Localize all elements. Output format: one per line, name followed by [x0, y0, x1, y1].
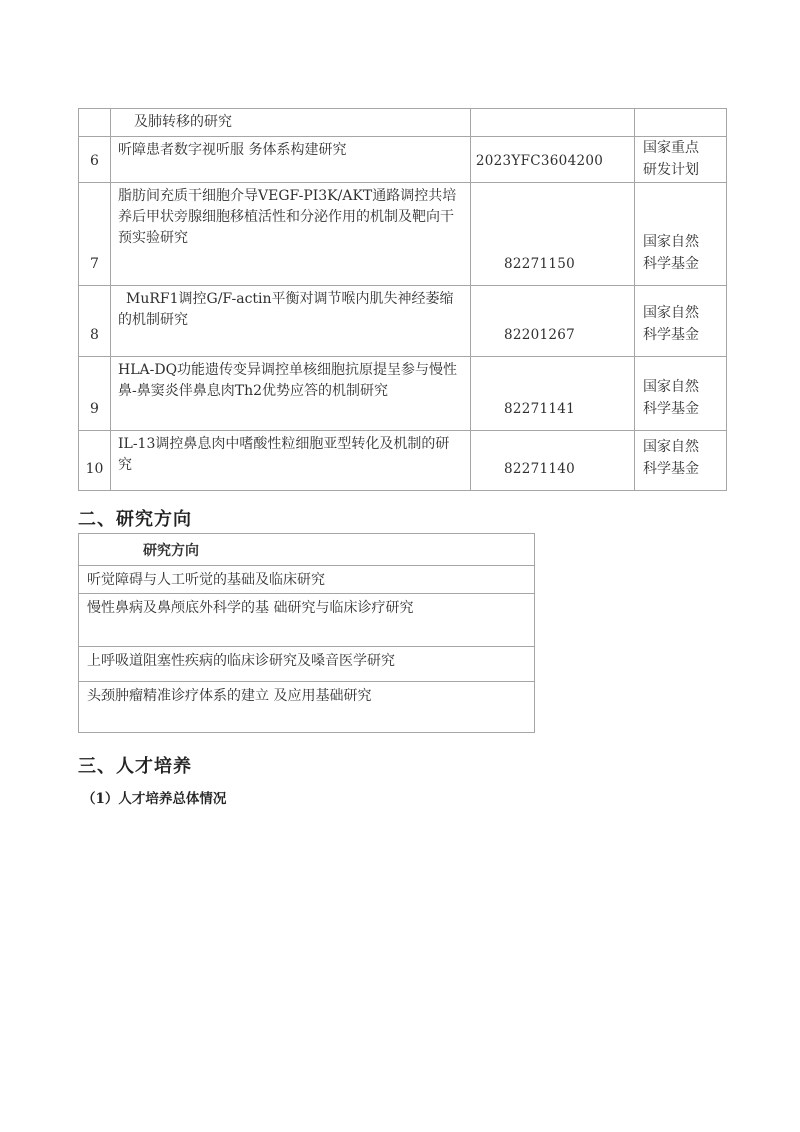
- table-row: [79, 286, 727, 357]
- research-directions-table: [78, 533, 535, 733]
- project-number: [79, 109, 111, 137]
- grant-number: [471, 109, 635, 137]
- funding-source-text: 国家自然科学基金: [643, 305, 699, 343]
- research-directions-header: 研究方向: [79, 534, 535, 566]
- grant-number: 82271141: [471, 357, 635, 431]
- project-title: HLA-DQ功能遗传变异调控单核细胞抗原提呈参与慢性鼻-鼻窦炎伴鼻息肉Th2优势应答的机制研究: [111, 357, 471, 431]
- grant-number: 2023YFC3604200: [471, 137, 635, 183]
- project-title: 听障患者数字视听服 务体系构建研究: [111, 137, 471, 183]
- grant-number: 82271140: [471, 431, 635, 491]
- section-3-subheading: （1）人才培养总体情况: [82, 791, 227, 807]
- table-row: [79, 431, 727, 491]
- project-number: 7: [79, 183, 111, 286]
- funding-source: [635, 357, 727, 431]
- grant-number: 82201267: [471, 286, 635, 357]
- funded-projects-table: [78, 108, 727, 491]
- table-row: [79, 109, 727, 137]
- project-number: 8: [79, 286, 111, 357]
- funding-source-text: 国家重点研发计划: [643, 140, 699, 178]
- research-direction: 听觉障碍与人工听觉的基础及临床研究: [79, 566, 535, 594]
- research-direction: 上呼吸道阻塞性疾病的临床诊研究及嗓音医学研究: [79, 647, 535, 682]
- funding-source-text: 国家自然科学基金: [643, 439, 699, 477]
- table-row: [79, 647, 535, 682]
- project-title: [111, 286, 471, 357]
- funding-source: [635, 137, 727, 183]
- table-row: [79, 183, 727, 286]
- project-title-text: 及肺转移的研究: [134, 114, 232, 130]
- funding-source: [635, 431, 727, 491]
- research-direction: 慢性鼻病及鼻颅底外科学的基 础研究与临床诊疗研究: [79, 594, 535, 647]
- project-number: 10: [79, 431, 111, 491]
- funding-source: [635, 183, 727, 286]
- section-2-heading: 二、研究方向: [78, 509, 192, 530]
- table-row: [79, 137, 727, 183]
- table-row: [79, 682, 535, 733]
- project-title-text: MuRF1调控G/F-actin平衡对调节喉内肌失神经萎缩的机制研究: [118, 291, 454, 328]
- funding-source-text: 国家自然科学基金: [643, 379, 699, 417]
- table-row: [79, 357, 727, 431]
- research-direction: 头颈肿瘤精准诊疗体系的建立 及应用基础研究: [79, 682, 535, 733]
- table-header-row: [79, 534, 535, 566]
- project-number: 6: [79, 137, 111, 183]
- table-row: [79, 594, 535, 647]
- funding-source: [635, 109, 727, 137]
- table-row: [79, 566, 535, 594]
- funding-source-text: 国家自然科学基金: [643, 234, 699, 272]
- grant-number: 82271150: [471, 183, 635, 286]
- project-title: [111, 109, 471, 137]
- project-title: IL-13调控鼻息肉中嗜酸性粒细胞亚型转化及机制的研究: [111, 431, 471, 491]
- project-title: 脂肪间充质干细胞介导VEGF-PI3K/AKT通路调控共培养后甲状旁腺细胞移植活性和分泌作用的机制及靶向干预实验研究: [111, 183, 471, 286]
- funding-source: [635, 286, 727, 357]
- project-number: 9: [79, 357, 111, 431]
- section-3-heading: 三、人才培养: [78, 756, 192, 777]
